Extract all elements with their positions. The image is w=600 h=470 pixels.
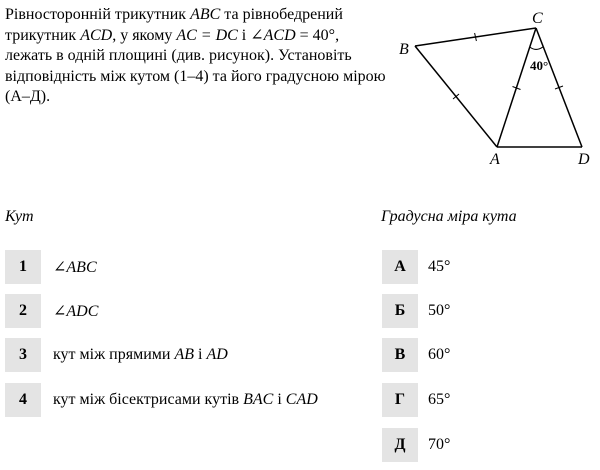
text-part: і: [273, 391, 286, 408]
option-letter: А: [382, 250, 418, 284]
angle-name: ACD: [263, 26, 296, 44]
geometry-figure: [385, 0, 600, 175]
text-part: кут між бісектрисами кутів: [53, 391, 244, 408]
triangles-diagram: [385, 0, 600, 175]
text-part: і: [194, 346, 207, 363]
angle-option-1[interactable]: [5, 248, 97, 286]
option-letter: В: [382, 338, 418, 372]
triangle-acd-name: ACD: [80, 26, 113, 44]
vertex-label-b: B: [399, 41, 409, 58]
problem-text-part: і ∠: [237, 26, 264, 44]
option-text: [53, 346, 228, 364]
measure-option-b[interactable]: [382, 292, 450, 330]
text-italic: ADC: [66, 303, 99, 320]
option-number: 4: [5, 383, 41, 417]
problem-text: [5, 5, 390, 108]
option-value: 60°: [428, 346, 451, 363]
text-part: ∠: [53, 259, 67, 276]
angle-option-4[interactable]: [5, 381, 318, 419]
equality-condition: AC = DC: [176, 26, 238, 44]
option-text: [53, 301, 98, 321]
text-part: кут між прямими: [53, 346, 175, 363]
angle-arc: [530, 47, 544, 50]
measure-option-h[interactable]: [382, 381, 450, 419]
option-number: 3: [5, 338, 41, 372]
triangle-abc-name: ABC: [190, 6, 221, 23]
angle-label: 40°: [530, 58, 549, 73]
text-italic: CAD: [285, 391, 318, 408]
option-number: 2: [5, 294, 41, 328]
text-part: ∠: [53, 303, 67, 320]
option-letter: Д: [382, 428, 418, 462]
vertex-label-a: A: [490, 151, 500, 168]
text-italic: BAC: [243, 391, 274, 408]
option-text: [53, 391, 318, 409]
option-value: 45°: [428, 258, 451, 275]
option-number: 1: [5, 250, 41, 284]
vertex-label-c: C: [532, 10, 543, 27]
problem-text-part: та рівнобедрений трикутник: [5, 6, 343, 44]
problem-statement: [5, 5, 390, 108]
measure-option-a[interactable]: [382, 248, 450, 286]
vertex-label-d: D: [578, 151, 590, 168]
option-value: 65°: [428, 391, 451, 408]
option-value: 70°: [428, 436, 451, 453]
problem-text-part: Рівносторонній трикутник: [5, 6, 191, 23]
measure-column-header: Градусна міра кута: [381, 208, 517, 225]
problem-text-part: , у якому: [112, 26, 177, 44]
measure-option-v[interactable]: [382, 336, 450, 374]
angle-option-3[interactable]: [5, 336, 228, 374]
option-letter: Б: [382, 294, 418, 328]
angle-column-header: Кут: [5, 208, 34, 225]
problem-text-part: = 40°, лежать в одній площині (див. рисунок). Установіть відповідність між кутом (1–4) та його градусною мірою (А–Д).: [5, 26, 386, 105]
option-letter: Г: [382, 383, 418, 417]
option-value: 50°: [428, 302, 451, 319]
text-italic: AB: [174, 346, 195, 363]
text-italic: ABC: [66, 259, 97, 276]
option-text: [53, 257, 97, 277]
text-italic: AD: [206, 346, 228, 363]
measure-option-d[interactable]: [382, 426, 450, 464]
angle-option-2[interactable]: [5, 292, 98, 330]
